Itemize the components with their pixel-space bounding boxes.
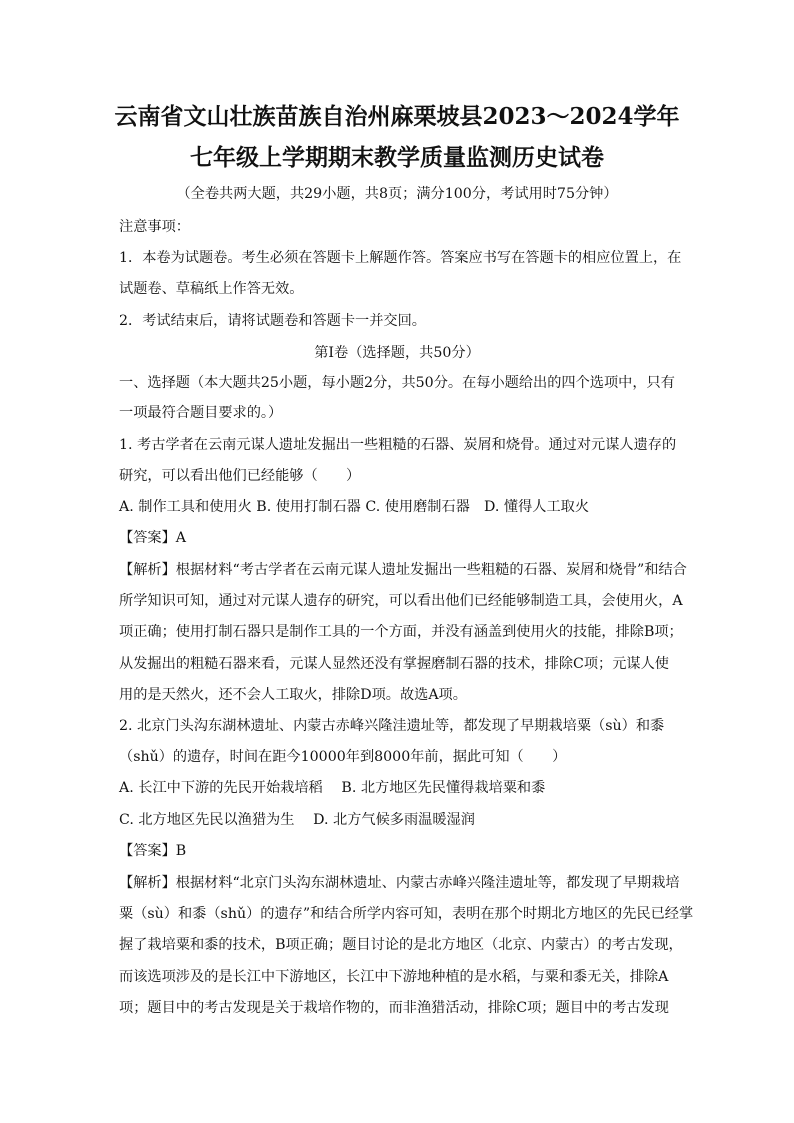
question-1-analysis-line2: 所学知识可知，通过对元谋人遗存的研究，可以看出他们已经能够制造工具，会使用火，A [119,593,683,609]
question-2-options-line1: A. 长江中下游的先民开始栽培稻 B. 北方地区先民懂得栽培粟和黍 [119,780,546,796]
question-1-answer: 【答案】A [119,530,186,546]
notice-item-1-line1: 1．本卷为试题卷。考生必须在答题卡上解题作答。答案应书写在答题卡的相应位置上，在 [119,250,682,266]
section-heading: 第Ⅰ卷（选择题，共50分） [314,345,480,361]
question-2-stem-line2: （shǔ）的遗存，时间在距今10000年到8000年前，据此可知（ ） [119,749,567,765]
question-1-analysis-line4: 从发掘出的粗糙石器来看，元谋人显然还没有掌握磨制石器的技术，排除C项；元谋人使 [119,656,669,672]
question-2-options-line2: C. 北方地区先民以渔猎为生 D. 北方气候多雨温暖湿润 [119,812,475,828]
section-intro-line2: 一项最符合题目要求的。） [119,405,283,421]
notice-item-1-line2: 试题卷、草稿纸上作答无效。 [119,281,304,297]
section-intro-line1: 一、选择题（本大题共25小题，每小题2分，共50分。在每小题给出的四个选项中，只有 [119,375,675,391]
notice-heading: 注意事项： [119,219,190,235]
question-2-analysis-line3: 握了栽培粟和黍的技术，B项正确；题目讨论的是北方地区（北京、内蒙古）的考古发现， [119,937,683,953]
question-1-options: A. 制作工具和使用火 B. 使用打制石器 C. 使用磨制石器 D. 懂得人工取火 [119,499,590,515]
exam-title-line2: 七年级上学期期末教学质量监测历史试卷 [190,144,604,171]
question-2-analysis-line5: 项；题目中的考古发现是关于栽培作物的，而非渔猎活动，排除C项；题目中的考古发现 [119,1000,669,1016]
question-1-stem-line1: 1. 考古学者在云南元谋人遗址发掘出一些粗糙的石器、炭屑和烧骨。通过对元谋人遗存的 [119,437,677,453]
question-2-analysis-line4: 而该选项涉及的是长江中下游地区，长江中下游地种植的是水稻，与粟和黍无关，排除A [119,969,669,985]
notice-item-2: 2．考试结束后，请将试题卷和答题卡一并交回。 [119,313,426,329]
question-1-analysis-line3: 项正确；使用打制石器只是制作工具的一个方面，并没有涵盖到使用火的技能，排除B项； [119,624,683,640]
question-2-answer: 【答案】B [119,843,187,859]
question-1-analysis-line5: 用的是天然火，还不会人工取火，排除D项。故选A项。 [119,687,467,703]
question-2-analysis-line2: 粟（sù）和黍（shǔ）的遗存”和结合所学内容可知，表明在那个时期北方地区的先民已经掌 [119,906,694,922]
exam-subtitle: （全卷共两大题，共29小题，共8页；满分100分，考试用时75分钟） [176,186,618,202]
question-1-analysis-line1: 【解析】根据材料“考古学者在云南元谋人遗址发掘出一些粗糙的石器、炭屑和烧骨”和结合 [119,562,687,578]
question-2-stem-line1: 2. 北京门头沟东湖林遗址、内蒙古赤峰兴隆洼遗址等，都发现了早期栽培粟（sù）和黍 [119,718,665,734]
question-2-analysis-line1: 【解析】根据材料“北京门头沟东湖林遗址、内蒙古赤峰兴隆洼遗址等，都发现了早期栽培 [119,875,680,891]
question-1-stem-line2: 研究，可以看出他们已经能够（ ） [119,468,361,484]
exam-title-line1: 云南省文山壮族苗族自治州麻栗坡县2023～2024学年 [114,103,680,130]
